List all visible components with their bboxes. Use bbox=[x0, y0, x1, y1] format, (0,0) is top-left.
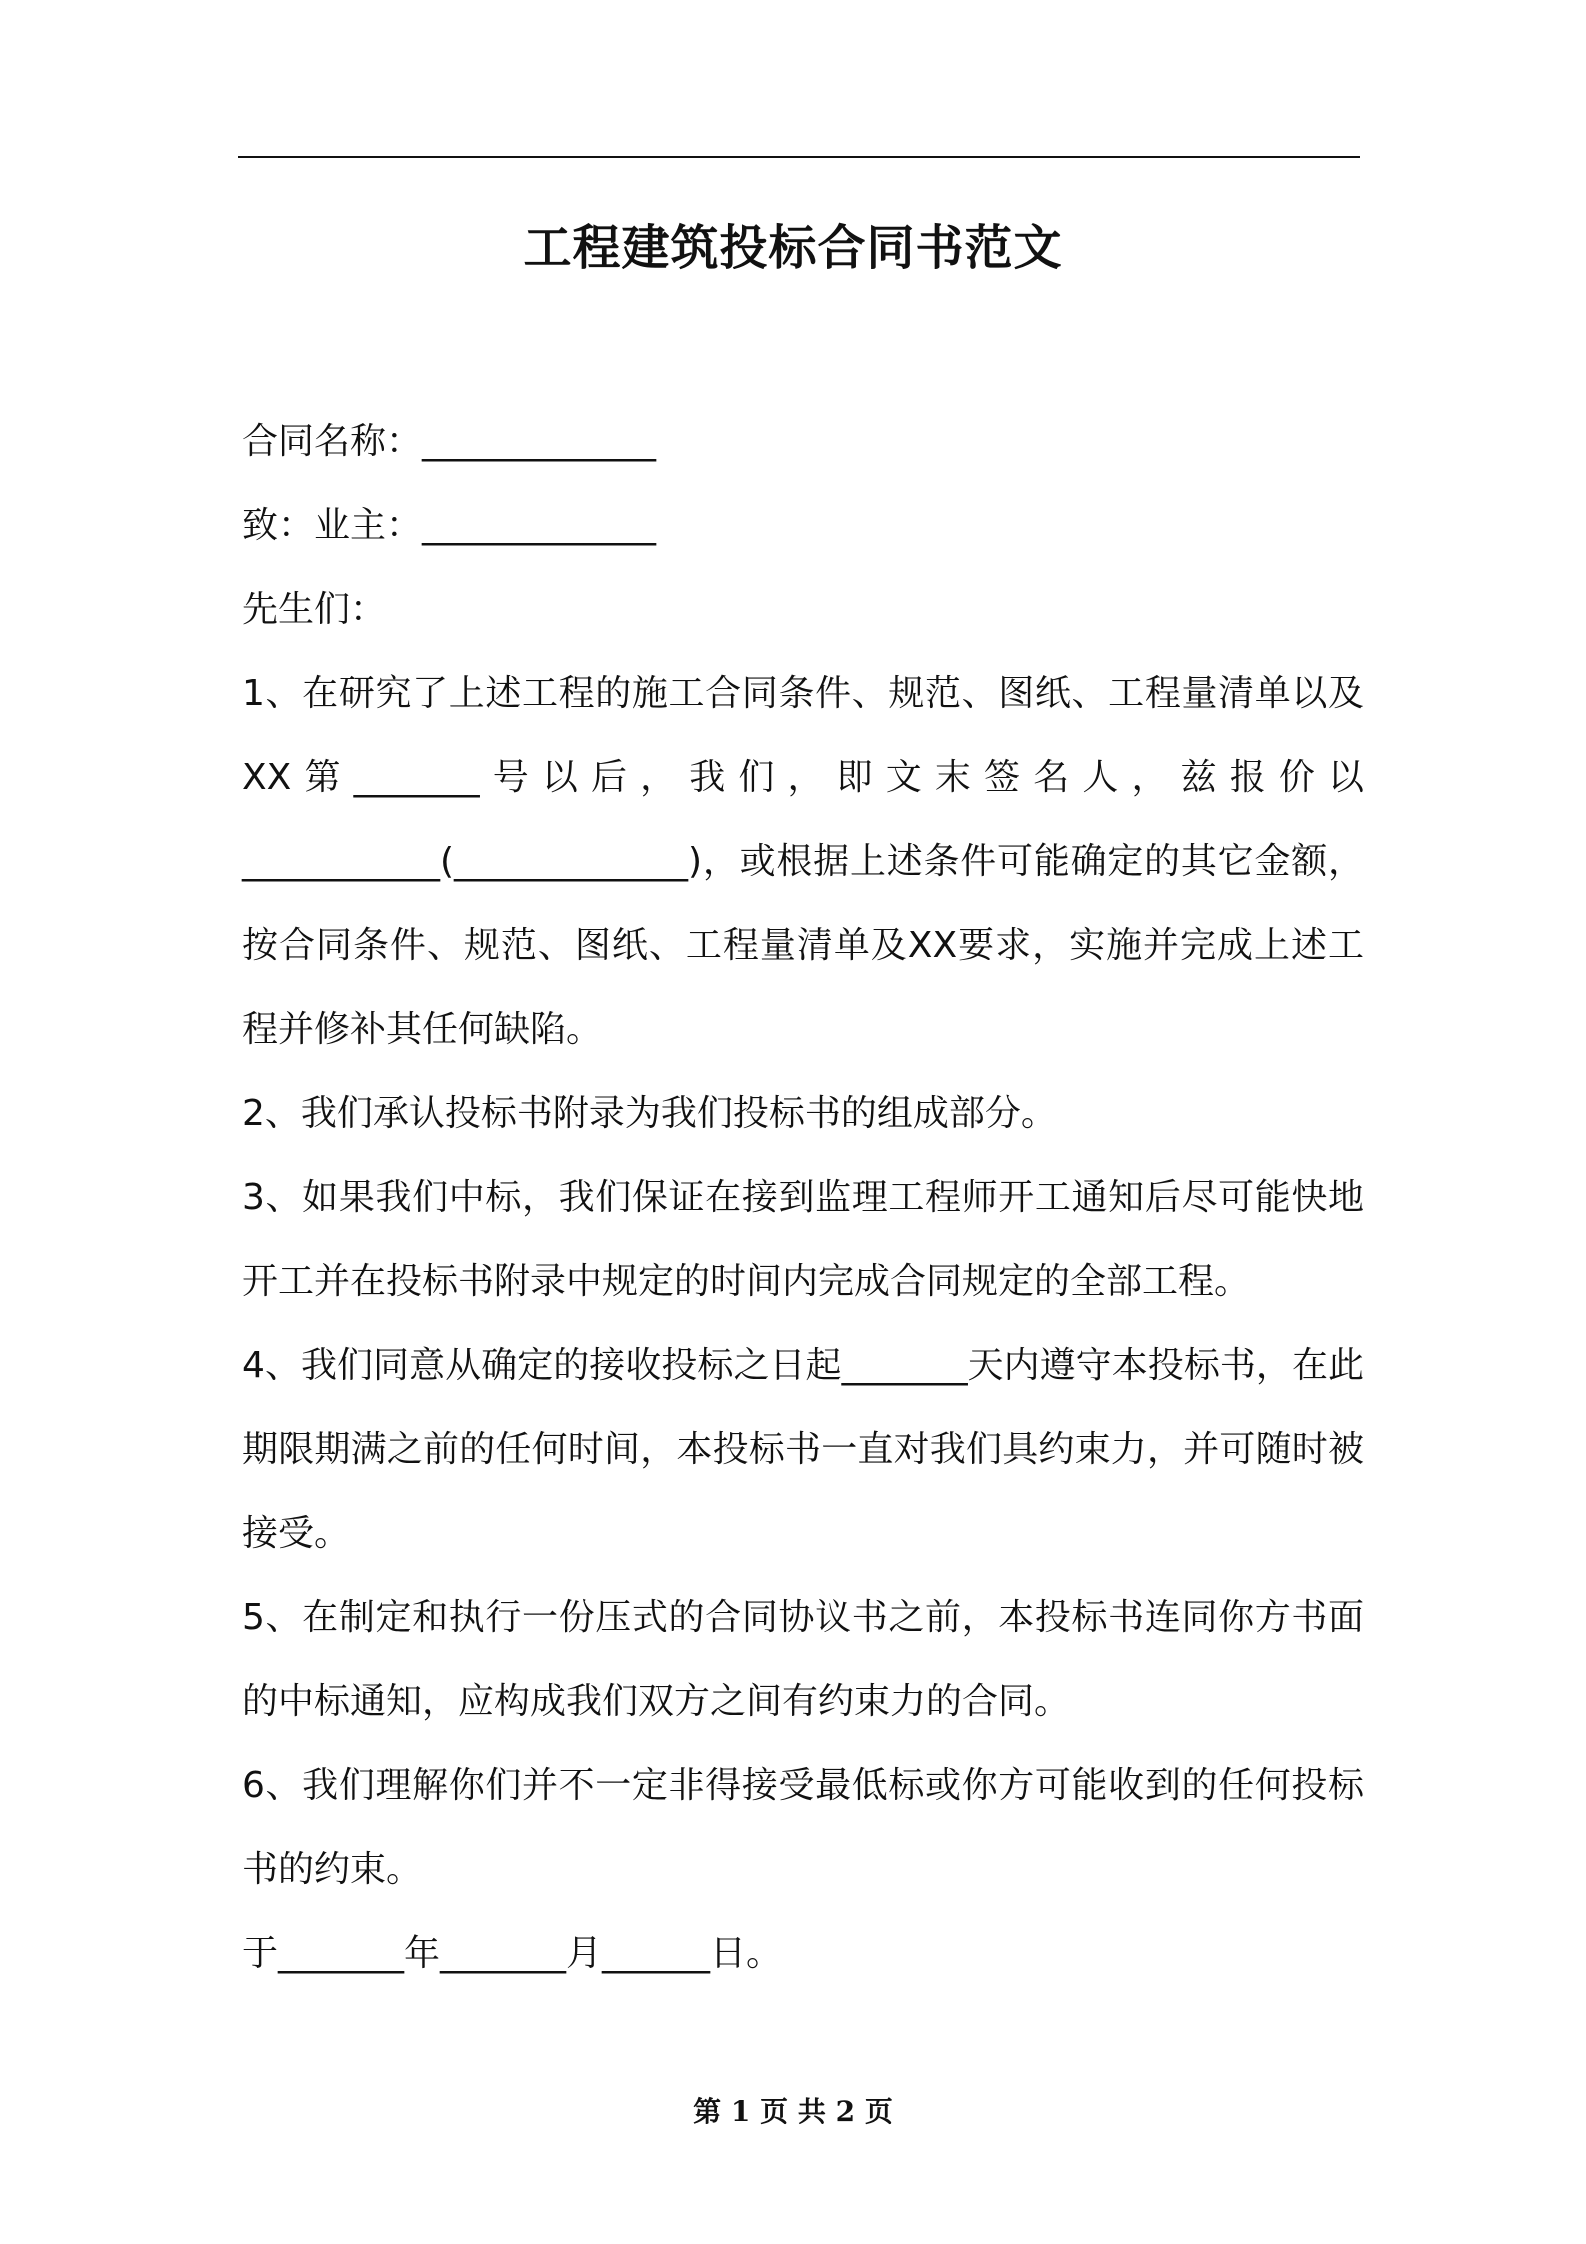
clause-5: 5、在制定和执行一份压式的合同协议书之前，本投标书连同你方书面的中标通知，应构成我们双方之间有约束力的合同。 bbox=[242, 1597, 1364, 1722]
contract-name-line: 合同名称：_____________ bbox=[242, 421, 657, 462]
addressee-line: 致：业主：_____________ bbox=[242, 505, 657, 546]
salutation: 先生们： bbox=[242, 589, 387, 630]
header-rule bbox=[238, 156, 1360, 158]
document-title: 工程建筑投标合同书范文 bbox=[523, 220, 1063, 276]
clause-6: 6、我们理解你们并不一定非得接受最低标或你方可能收到的任何投标书的约束。 bbox=[242, 1765, 1364, 1890]
date-line: 于_______年_______月______日。 bbox=[242, 1933, 783, 1974]
document-body bbox=[242, 400, 1364, 1996]
clause-3: 3、如果我们中标，我们保证在接到监理工程师开工通知后尽可能快地开工并在投标书附录中规定的时间内完成合同规定的全部工程。 bbox=[242, 1177, 1364, 1302]
clause-4: 4、我们同意从确定的接收投标之日起_______天内遵守本投标书，在此期限期满之前的任何时间，本投标书一直对我们具约束力，并可随时被接受。 bbox=[242, 1345, 1364, 1554]
clause-1: 1、在研究了上述工程的施工合同条件、规范、图纸、工程量清单以及XX第_______号以后，我们，即文末签名人，兹报价以___________(_____________)，或根据上述条件可能确定的其它金额，按合同条件、规范、图纸、工程量清单及XX要求，实施并完成上述工程并修补其任何缺陷。 bbox=[242, 673, 1364, 1050]
clause-2: 2、我们承认投标书附录为我们投标书的组成部分。 bbox=[242, 1093, 1057, 1134]
page-number: 第 1 页 共 2 页 bbox=[693, 2095, 893, 2128]
